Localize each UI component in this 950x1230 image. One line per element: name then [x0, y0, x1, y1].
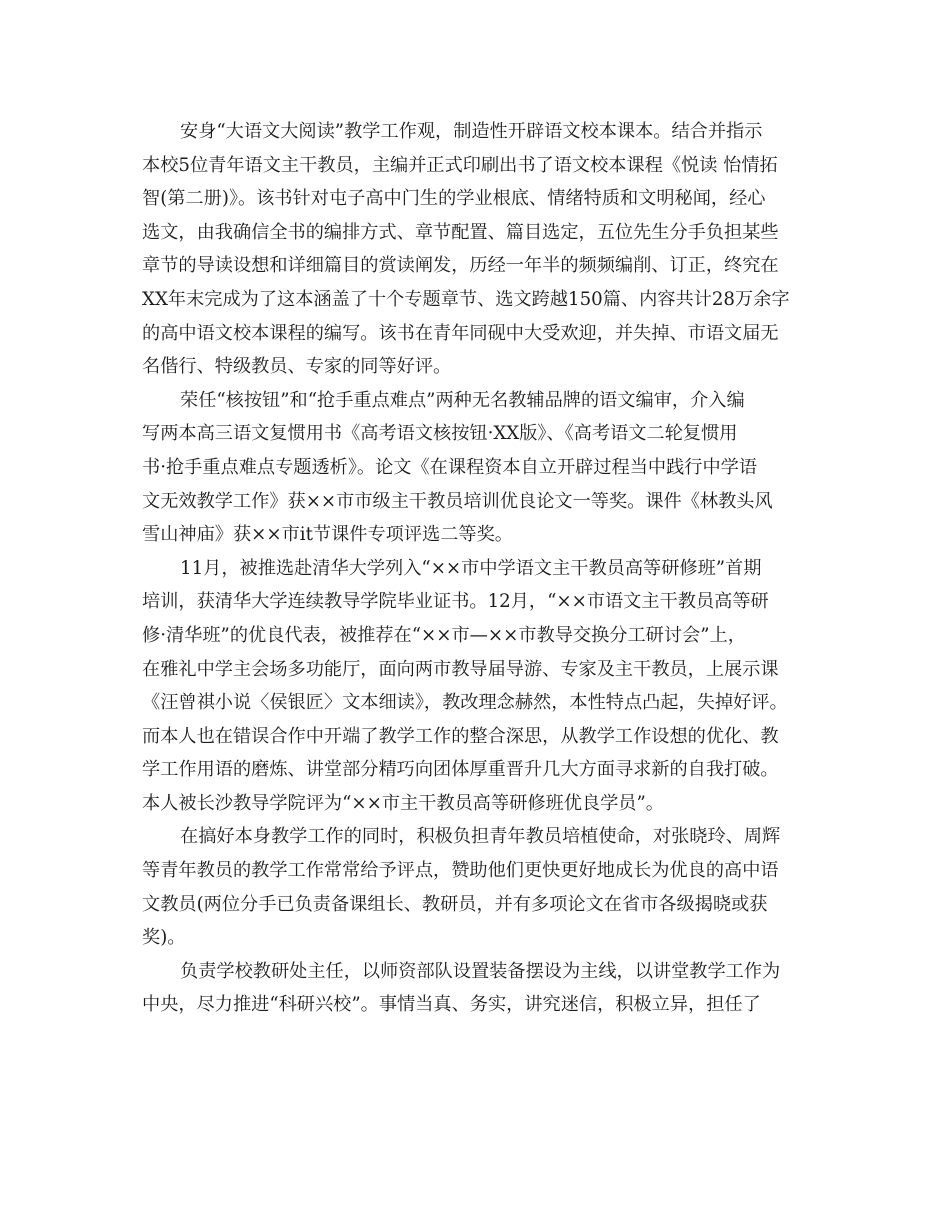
paragraph-tsinghua-training [142, 552, 810, 821]
text-line: 写两本高三语文复惯用书《高考语文核按钮·XX版》、《高考语文二轮复惯用 [142, 423, 738, 445]
text-line: 名偕行、特级教员、专家的同等好评。 [142, 356, 452, 378]
text-line: 文教员(两位分手已负责备课组长、教研员，并有多项论文在省市各级揭晓或获 [142, 893, 768, 915]
text-line: 书·抢手重点难点专题透析》。论文《在课程资本自立开辟过程当中践行中学语 [142, 456, 758, 478]
text-line: 本人被长沙教导学院评为“××市主干教员高等研修班优良学员”。 [142, 792, 664, 814]
text-line: 培训，获清华大学连续教导学院毕业证书。12月，“××市语文主干教员高等研 [142, 591, 769, 613]
paragraph-textbook-editing [142, 115, 810, 384]
paragraph-mentoring [142, 820, 810, 954]
text-line: 在搞好本身教学工作的同时，积极负担青年教员培植使命，对张晓玲、周辉 [180, 826, 781, 848]
paragraph-research-office [142, 955, 810, 1022]
text-line: 章节的导读设想和详细篇目的赏读阐发，历经一年半的频频编削、订正，终究在 [142, 255, 779, 277]
paragraph-review-books [142, 384, 810, 552]
text-line: 奖)。 [142, 927, 186, 949]
text-line: 负责学校教研处主任，以师资部队设置装备摆设为主线，以讲堂教学工作为 [180, 960, 781, 982]
text-line: 学工作用语的磨炼、讲堂部分精巧向团体厚重晋升几大方面寻求新的自我打破。 [142, 759, 779, 781]
text-line: 文无效教学工作》获××市市级主干教员培训优良论文一等奖。课件《林教头风 [142, 490, 773, 512]
text-line: 《汪曾祺小说〈侯银匠〉文本细读》，教改理念赫然，本性特点凸起，失掉好评。 [142, 692, 788, 714]
text-line: 等青年教员的教学工作常常给予评点，赞助他们更快更好地成长为优良的高中语 [142, 860, 779, 882]
text-line: 雪山神庙》获××市it节课件专项评选二等奖。 [142, 524, 513, 546]
text-line: 11月，被推选赴清华大学列入“××市中学语文主干教员高等研修班”首期 [180, 557, 762, 579]
text-line: 中央，尽力推进“科研兴校”。事情当真、务实，讲究迷信，积极立异，担任了 [142, 994, 761, 1016]
text-line: 修·清华班”的优良代表，被推荐在“××市—××市教导交换分工研讨会”上， [142, 624, 746, 646]
text-line: 荣任“核按钮”和“抢手重点难点”两种无名教辅品牌的语文编审，介入编 [180, 389, 745, 411]
text-line: 而本人也在错误合作中开端了教学工作的整合深思，从教学工作设想的优化、教 [142, 725, 779, 747]
text-line: 智(第二册)》。该书针对屯子高中门生的学业根底、情绪特质和文明秘闻，经心 [142, 188, 766, 210]
text-line: XX年末完成为了这本涵盖了十个专题章节、选文跨越150篇、内容共计28万余字 [142, 288, 790, 310]
text-line: 在雅礼中学主会场多功能厅，面向两市教导届导游、专家及主干教员，上展示课 [142, 658, 779, 680]
document-body [142, 115, 810, 1022]
text-line: 的高中语文校本课程的编写。该书在青年同砚中大受欢迎，并失掉、市语文届无 [142, 322, 779, 344]
text-line: 本校5位青年语文主干教员，主编并正式印刷出书了语文校本课程《悦读 怡情拓 [142, 154, 778, 176]
text-line: 选文，由我确信全书的编排方式、章节配置、篇目选定，五位先生分手负担某些 [142, 221, 779, 243]
text-line: 安身“大语文大阅读”教学工作观，制造性开辟语文校本课本。结合并指示 [180, 121, 763, 142]
